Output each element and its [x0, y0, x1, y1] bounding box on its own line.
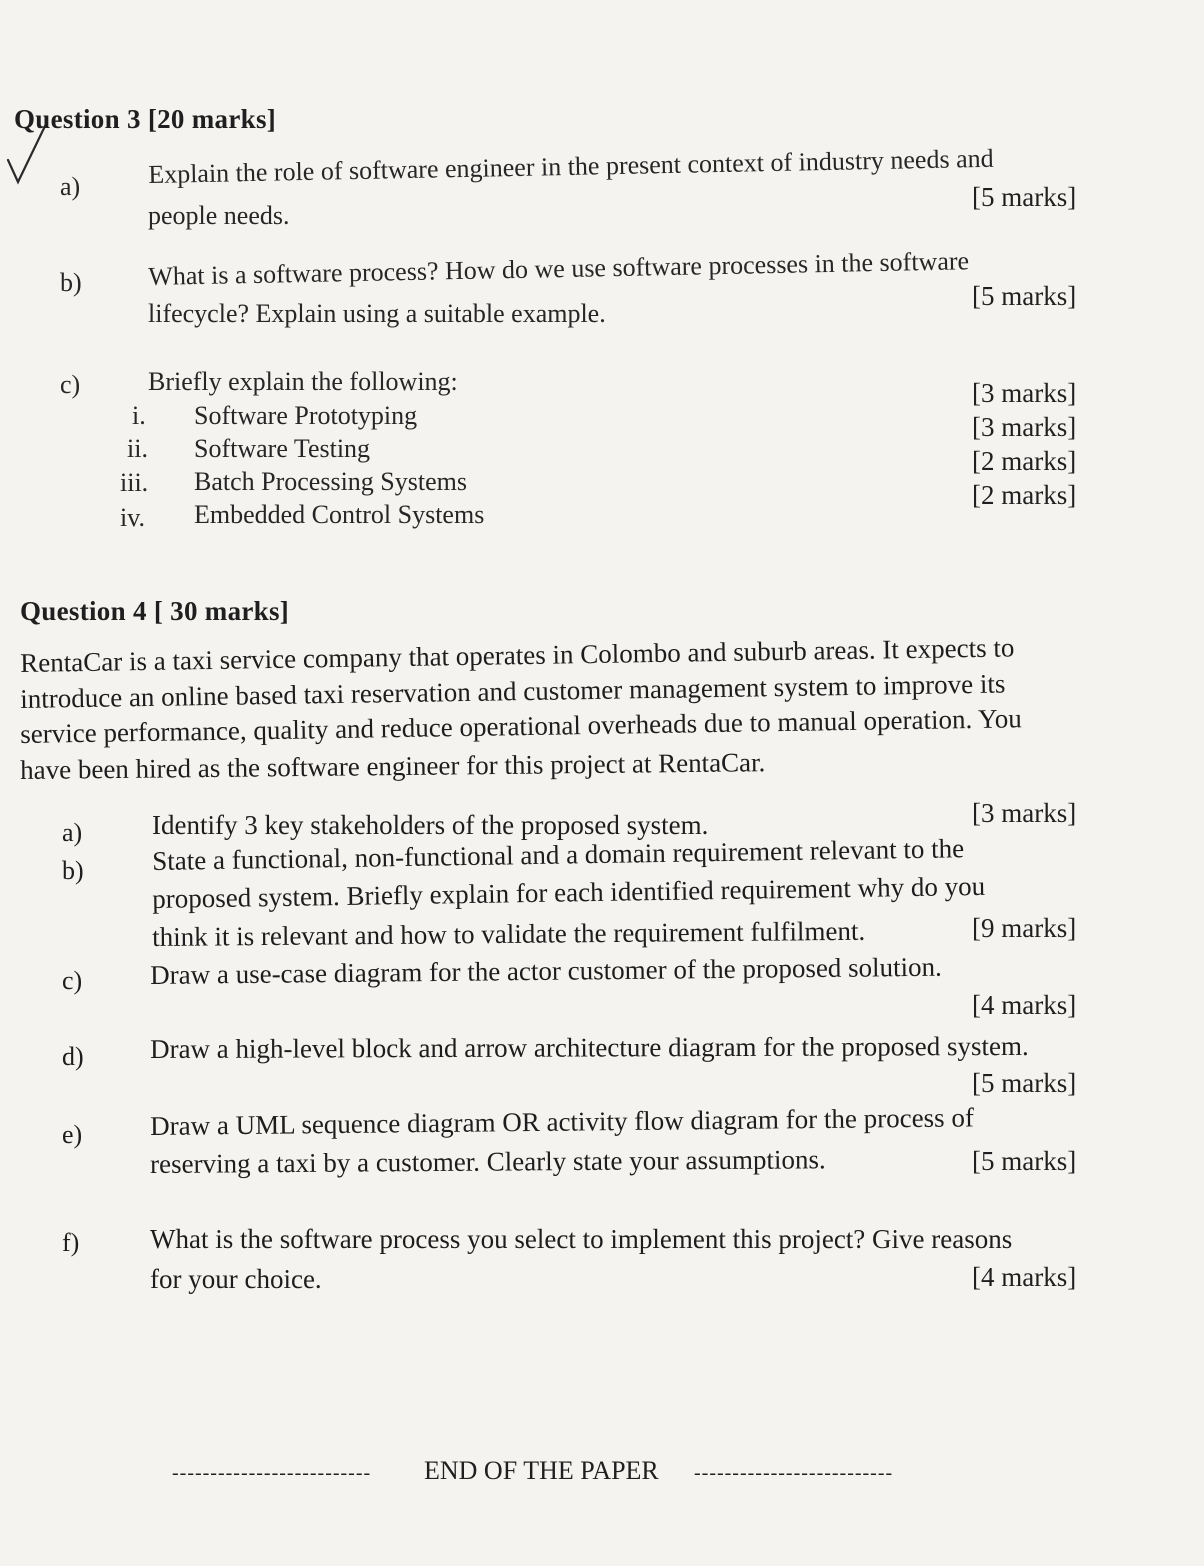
q4-b-line-3: think it is relevant and how to validate the requirement fulfilment. [152, 915, 866, 952]
q3-c-item-4-text: Embedded Control Systems [194, 500, 485, 529]
q3-b-line-1: What is a software process? How do we use software processes in the software [148, 246, 970, 291]
question-3-heading: Question 3 [20 marks] [14, 104, 277, 134]
q4-c-marks: [4 marks] [972, 990, 1077, 1020]
q3-c-item-3-numeral: iii. [120, 468, 149, 497]
q3-a-label: a) [60, 172, 81, 201]
question-4-heading: Question 4 [ 30 marks] [20, 596, 290, 626]
q4-f-line-1: What is the software process you select to implement this project? Give reasons [150, 1224, 1013, 1254]
q4-f-line-2: for your choice. [150, 1264, 322, 1294]
q3-c-item-3-text: Batch Processing Systems [194, 467, 467, 496]
q4-e-label: e) [62, 1120, 83, 1149]
q4-e-line-1: Draw a UML sequence diagram OR activity flow diagram for the process of [150, 1102, 975, 1141]
q3-c-item-1-numeral: i. [132, 401, 146, 430]
q4-f-marks: [4 marks] [972, 1262, 1077, 1292]
q4-a-marks: [3 marks] [972, 798, 1077, 828]
q4-b-marks: [9 marks] [972, 913, 1077, 943]
q4-d-line-1: Draw a high-level block and arrow architecture diagram for the proposed system. [150, 1030, 1029, 1064]
q4-intro-line-2: introduce an online based taxi reservation and customer management system to improve its [20, 668, 1006, 714]
q3-c-item-2-numeral: ii. [127, 434, 148, 463]
footer-dashes-left: -------------------------- [172, 1462, 372, 1484]
q3-b-line-2: lifecycle? Explain using a suitable example. [148, 299, 606, 328]
q4-b-line-1: State a functional, non-functional and a domain requirement relevant to the [152, 833, 965, 876]
q3-c-item-1-marks: [3 marks] [972, 378, 1077, 408]
q3-b-label: b) [60, 268, 82, 297]
q3-c-item-4-marks: [2 marks] [972, 480, 1077, 510]
q3-a-marks: [5 marks] [972, 182, 1077, 212]
q3-c-item-2-marks: [3 marks] [972, 412, 1077, 442]
q4-intro-line-3: service performance, quality and reduce operational overheads due to manual operation. You [20, 703, 1022, 749]
q3-c-item-1-text: Software Prototyping [194, 401, 418, 430]
end-of-paper: END OF THE PAPER [424, 1456, 659, 1485]
q3-c-item-2-text: Software Testing [194, 434, 371, 463]
q3-c-item-3-marks: [2 marks] [972, 446, 1077, 476]
q4-c-line-1: Draw a use-case diagram for the actor customer of the proposed solution. [150, 951, 943, 990]
q4-e-marks: [5 marks] [972, 1146, 1077, 1176]
q4-intro-line-4: have been hired as the software engineer for this project at RentaCar. [20, 747, 766, 785]
q3-c-intro: Briefly explain the following: [148, 367, 458, 396]
q4-a-line-1: Identify 3 key stakeholders of the proposed system. [152, 810, 709, 840]
q4-d-marks: [5 marks] [972, 1068, 1077, 1098]
q3-a-line-2: people needs. [148, 201, 290, 230]
q4-f-label: f) [62, 1228, 80, 1257]
q4-b-line-2: proposed system. Briefly explain for each identified requirement why do you [152, 870, 986, 914]
footer-dashes-right: -------------------------- [694, 1462, 894, 1484]
q3-b-marks: [5 marks] [972, 281, 1077, 311]
q3-a-line-1: Explain the role of software engineer in the present context of industry needs and [148, 143, 994, 189]
q3-c-item-4-numeral: iv. [120, 503, 146, 532]
q4-b-label: b) [62, 856, 84, 885]
q4-e-line-2: reserving a taxi by a customer. Clearly state your assumptions. [150, 1144, 826, 1179]
q4-a-label: a) [62, 818, 83, 847]
q4-d-label: d) [62, 1042, 84, 1071]
q4-c-label: c) [62, 966, 83, 995]
q4-intro-line-1: RentaCar is a taxi service company that operates in Colombo and suburb areas. It expects to [20, 632, 1015, 678]
q3-c-label: c) [60, 370, 81, 399]
